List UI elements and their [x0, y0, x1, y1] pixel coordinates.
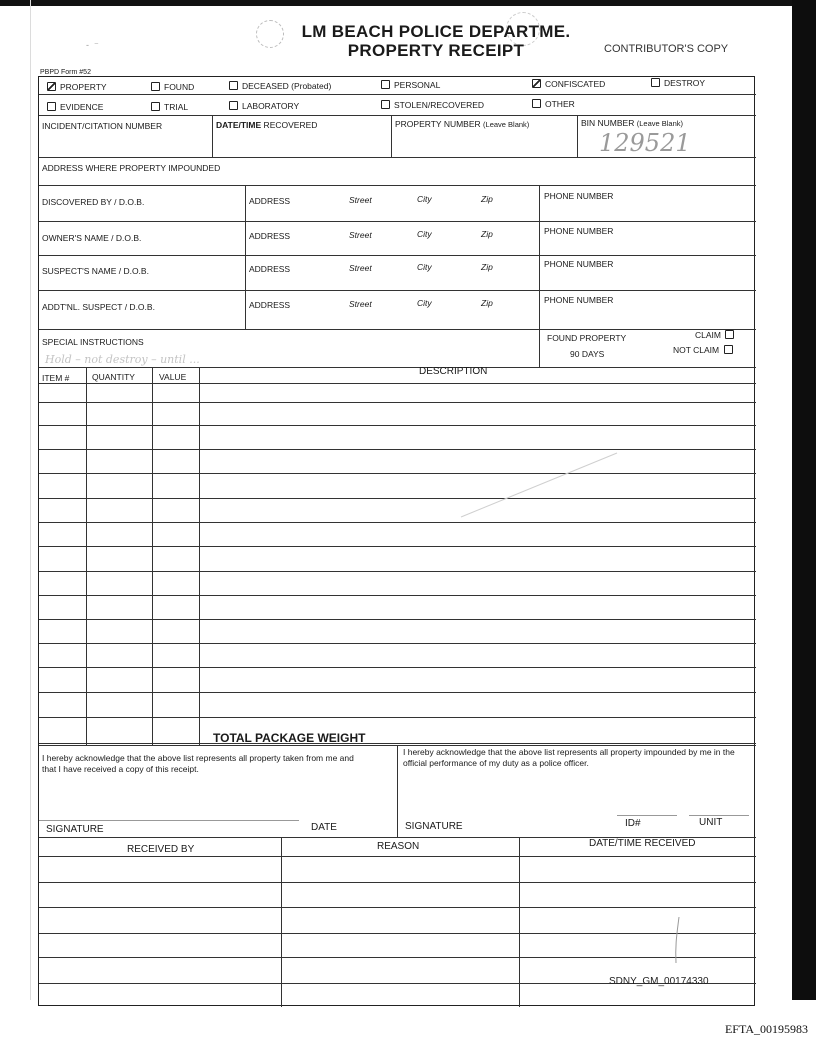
- phone-label: PHONE NUMBER: [544, 226, 614, 236]
- date-time-received-header: DATE/TIME RECEIVED: [589, 838, 696, 849]
- checkbox-destroy[interactable]: DESTROY: [651, 78, 705, 88]
- zip-label: Zip: [481, 229, 493, 239]
- owner-name-label: OWNER'S NAME / D.O.B.: [42, 233, 142, 243]
- rule: [39, 221, 756, 222]
- checkbox-icon[interactable]: [532, 79, 541, 88]
- table-row: [39, 571, 756, 572]
- bin-number-label: BIN NUMBER (Leave Blank): [581, 118, 684, 128]
- unit-label: UNIT: [699, 817, 723, 828]
- receipt-title: PROPERTY RECEIPT: [347, 41, 525, 60]
- street-label: Street: [349, 195, 372, 205]
- checkbox-icon[interactable]: [724, 345, 733, 354]
- value-header: VALUE: [159, 372, 187, 382]
- table-row: [39, 522, 756, 523]
- copy-label: CONTRIBUTOR'S COPY: [604, 43, 729, 55]
- incident-number-label: INCIDENT/CITATION NUMBER: [42, 121, 163, 131]
- address-label: ADDRESS: [249, 196, 291, 206]
- checkbox-icon[interactable]: [47, 102, 56, 111]
- efta-stamp: EFTA_00195983: [724, 1022, 808, 1036]
- checkbox-laboratory[interactable]: LABORATORY: [229, 101, 299, 111]
- checkbox-confiscated[interactable]: CONFISCATED: [532, 79, 605, 89]
- description-header: DESCRIPTION: [419, 366, 488, 377]
- phone-label: PHONE NUMBER: [544, 259, 614, 269]
- rule: [39, 185, 756, 186]
- acknowledgement-right: I hereby acknowledge that the above list represents all property impounded by me in the official performance of my duty as a police officer.: [403, 747, 735, 768]
- reason-header: REASON: [377, 841, 420, 852]
- checkbox-deceased[interactable]: DECEASED (Probated): [229, 81, 331, 91]
- claim-checkbox[interactable]: CLAIM: [695, 330, 738, 340]
- rule: [39, 94, 756, 95]
- form-number: PBPD Form #52: [40, 69, 91, 76]
- rule: [86, 367, 87, 745]
- rule: [39, 329, 756, 330]
- unit-line: [689, 815, 749, 816]
- address-label: ADDRESS: [249, 231, 291, 241]
- address-label: ADDRESS: [249, 264, 291, 274]
- checkbox-property[interactable]: PROPERTY: [47, 82, 107, 92]
- id-label: ID#: [625, 818, 641, 829]
- table-row: [39, 743, 756, 744]
- bates-stamp: SDNY_GM_00174330: [609, 976, 709, 987]
- street-label: Street: [349, 263, 372, 273]
- property-number-label: PROPERTY NUMBER (Leave Blank): [395, 119, 530, 129]
- table-row: [39, 957, 756, 958]
- table-row: [39, 907, 756, 908]
- received-by-header: RECEIVED BY: [127, 844, 195, 855]
- address-impounded-label: ADDRESS WHERE PROPERTY IMPOUNDED: [42, 163, 221, 173]
- city-label: City: [417, 194, 432, 204]
- page-crease: [30, 0, 31, 1000]
- table-row: [39, 619, 756, 620]
- rule: [39, 290, 756, 291]
- rule: [397, 745, 398, 837]
- checkbox-icon[interactable]: [381, 100, 390, 109]
- table-row: [39, 473, 756, 474]
- rule: [539, 185, 540, 329]
- additional-suspect-label: ADDT'NL. SUSPECT / D.O.B.: [42, 302, 155, 312]
- table-row: [39, 667, 756, 668]
- table-row: [39, 498, 756, 499]
- ninety-days-label: 90 DAYS: [570, 349, 605, 359]
- rule: [539, 329, 540, 367]
- street-label: Street: [349, 299, 372, 309]
- city-label: City: [417, 298, 432, 308]
- not-claim-checkbox[interactable]: NOT CLAIM: [673, 345, 737, 355]
- rule: [199, 367, 200, 745]
- handwritten-mark: [669, 915, 689, 965]
- checkbox-icon[interactable]: [151, 102, 160, 111]
- checkbox-trial[interactable]: TRIAL: [151, 102, 188, 112]
- scan-right-edge: [792, 0, 816, 1000]
- item-number-header: ITEM #: [42, 373, 70, 383]
- table-row: [39, 643, 756, 644]
- phone-label: PHONE NUMBER: [544, 191, 614, 201]
- rule: [39, 856, 756, 857]
- rule: [281, 837, 282, 1007]
- checkbox-icon[interactable]: [229, 81, 238, 90]
- checkbox-personal[interactable]: PERSONAL: [381, 80, 440, 90]
- address-label: ADDRESS: [249, 300, 291, 310]
- rule: [39, 115, 756, 116]
- suspect-name-label: SUSPECT'S NAME / D.O.B.: [42, 266, 149, 276]
- zip-label: Zip: [481, 298, 493, 308]
- discovered-by-label: DISCOVERED BY / D.O.B.: [42, 197, 145, 207]
- table-row: [39, 882, 756, 883]
- checkbox-other[interactable]: OTHER: [532, 99, 575, 109]
- checkbox-icon[interactable]: [725, 330, 734, 339]
- property-receipt-form: [38, 76, 755, 1006]
- found-property-label: FOUND PROPERTY: [547, 333, 627, 343]
- zip-label: Zip: [481, 194, 493, 204]
- rule: [152, 367, 153, 745]
- date-time-recovered-label: DATE/TIME RECOVERED: [216, 120, 318, 130]
- total-package-weight-label: TOTAL PACKAGE WEIGHT: [213, 731, 366, 745]
- checkbox-icon[interactable]: [151, 82, 160, 91]
- signature-label-left: SIGNATURE: [46, 824, 104, 835]
- checkbox-icon[interactable]: [381, 80, 390, 89]
- rule: [212, 115, 213, 157]
- city-label: City: [417, 262, 432, 272]
- handwritten-strike: [459, 449, 619, 519]
- checkbox-found[interactable]: FOUND: [151, 82, 194, 92]
- id-line: [617, 815, 677, 816]
- scan-smudge: - ⁻: [86, 40, 99, 50]
- checkbox-icon[interactable]: [651, 78, 660, 87]
- checkbox-icon[interactable]: [532, 99, 541, 108]
- street-label: Street: [349, 230, 372, 240]
- special-instructions-handwritten: Hold – not destroy – until ...: [45, 353, 200, 366]
- rule: [519, 837, 520, 1007]
- signature-line: [39, 820, 299, 821]
- special-instructions-label: SPECIAL INSTRUCTIONS: [42, 337, 144, 347]
- table-row: [39, 717, 756, 718]
- table-row: [39, 546, 756, 547]
- quantity-header: QUANTITY: [92, 372, 135, 382]
- rule: [39, 157, 756, 158]
- table-row: [39, 402, 756, 403]
- table-row: [39, 692, 756, 693]
- table-row: [39, 425, 756, 426]
- rule: [39, 383, 756, 384]
- rule: [245, 185, 246, 329]
- bin-number-handwritten: 129521: [599, 129, 691, 157]
- checkbox-icon[interactable]: [47, 82, 56, 91]
- table-row: [39, 933, 756, 934]
- rule: [39, 367, 756, 368]
- city-label: City: [417, 229, 432, 239]
- rule: [39, 255, 756, 256]
- rule: [577, 115, 578, 157]
- rule: [391, 115, 392, 157]
- checkbox-evidence[interactable]: EVIDENCE: [47, 102, 103, 112]
- department-title: LM BEACH POLICE DEPARTME.: [301, 22, 571, 41]
- table-row: [39, 595, 756, 596]
- scan-top-edge: [0, 0, 792, 6]
- phone-label: PHONE NUMBER: [544, 295, 614, 305]
- acknowledgement-left: I hereby acknowledge that the above list represents all property taken from me and that I have received a copy of this receipt.: [42, 753, 354, 774]
- checkbox-stolen-recovered[interactable]: STOLEN/RECOVERED: [381, 100, 484, 110]
- table-row: [39, 449, 756, 450]
- checkbox-icon[interactable]: [229, 101, 238, 110]
- date-label: DATE: [311, 822, 337, 833]
- zip-label: Zip: [481, 262, 493, 272]
- signature-label-right: SIGNATURE: [405, 821, 463, 832]
